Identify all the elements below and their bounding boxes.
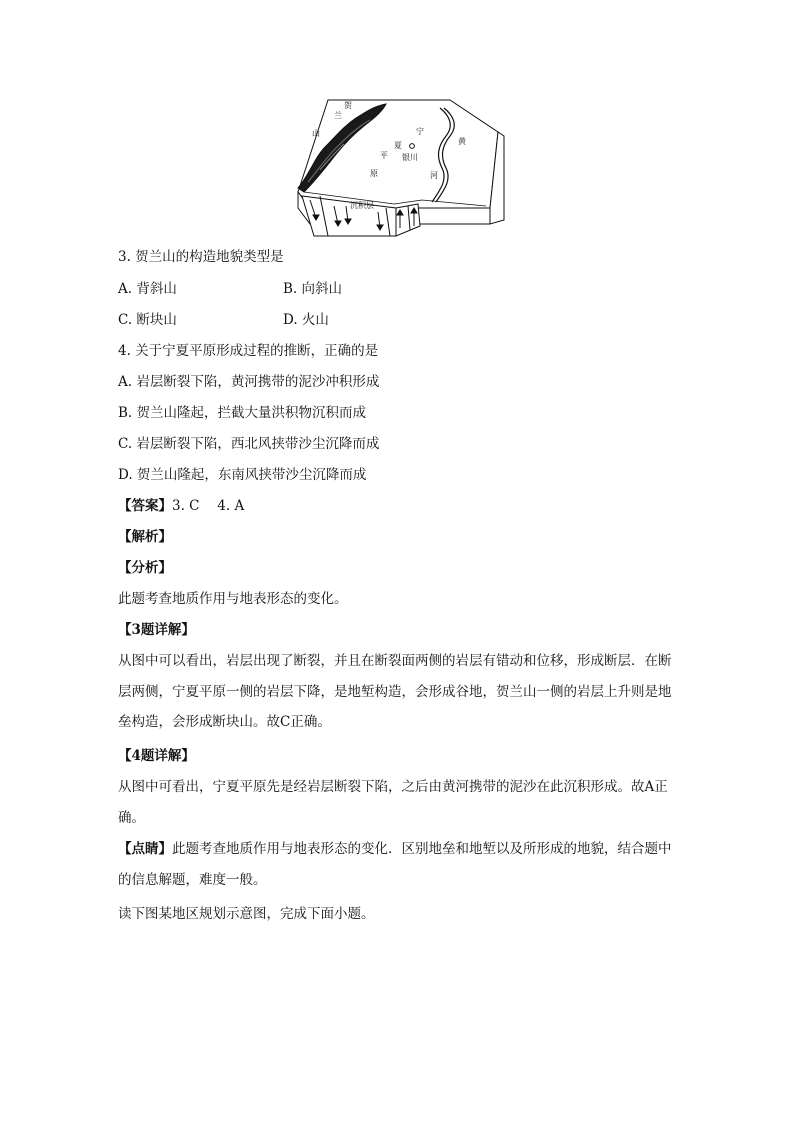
q3-option-c: C. 断块山: [118, 312, 177, 328]
label-lan: 兰: [334, 111, 342, 120]
label-he: 贺: [344, 101, 352, 110]
answer-label: 【答案】: [118, 498, 172, 514]
q4-stem: 4. 关于宁夏平原形成过程的推断，正确的是: [118, 343, 379, 359]
q3-detail-text: 从图中可以看出，岩层出现了断裂，并且在断裂面两侧的岩层有错动和位移，形成断层．在断层两侧，宁夏平原一侧的岩层下降，是地堑构造，会形成谷地，贺兰山一侧的岩层上升则是地垒构造，会形成断块山。故C正确。: [118, 653, 672, 730]
q3-option-a: A. 背斜山: [118, 281, 177, 297]
fenxi-text: 此题考查地质作用与地表形态的变化。: [118, 591, 348, 607]
q4-detail-text: 从图中可看出，宁夏平原先是经岩层断裂下陷，之后由黄河携带的泥沙在此沉积形成。故A正确。: [118, 779, 668, 826]
q4-option-d: D. 贺兰山隆起，东南风挟带沙尘沉降而成: [118, 467, 367, 483]
q3-stem: 3. 贺兰山的构造地貌类型是: [118, 249, 284, 265]
label-ping: 平: [380, 151, 388, 160]
q3-option-b: B. 向斜山: [283, 281, 343, 297]
answer-text: 3. C 4. A: [172, 498, 245, 514]
label-river: 河: [430, 171, 438, 180]
label-sediment: 沉积层: [350, 201, 374, 210]
label-ning: 宁: [416, 127, 424, 136]
q4-option-b: B. 贺兰山隆起，拦截大量洪积物沉积而成: [118, 405, 367, 421]
q3-option-d: D. 火山: [283, 312, 329, 328]
dianjing-text: 此题考查地质作用与地表形态的变化．区别地垒和地堑以及所形成的地貌，结合题中的信息解题，难度一般。: [118, 841, 672, 888]
label-shan: 山: [312, 129, 320, 138]
label-yinchuan: 银川: [402, 153, 418, 162]
fenxi-heading: 【分析】: [118, 560, 172, 576]
label-yuan: 原: [370, 169, 378, 178]
q4-detail-heading: 【4题详解】: [118, 748, 195, 764]
next-intro: 读下图某地区规划示意图，完成下面小题。: [118, 906, 375, 922]
label-huang: 黄: [458, 137, 466, 146]
q3-detail-heading: 【3题详解】: [118, 622, 195, 638]
label-xia: 夏: [394, 141, 402, 150]
dianjing-paragraph: [118, 834, 678, 895]
q4-option-c: C. 岩层断裂下陷，西北风挟带沙尘沉降而成: [118, 436, 380, 452]
geology-block-diagram: [290, 96, 512, 242]
q4-option-a: A. 岩层断裂下陷，黄河携带的泥沙冲积形成: [118, 374, 380, 390]
analysis-heading: 【解析】: [118, 529, 172, 545]
dianjing-label: 【点睛】: [118, 841, 172, 857]
answer-line: [118, 497, 244, 515]
